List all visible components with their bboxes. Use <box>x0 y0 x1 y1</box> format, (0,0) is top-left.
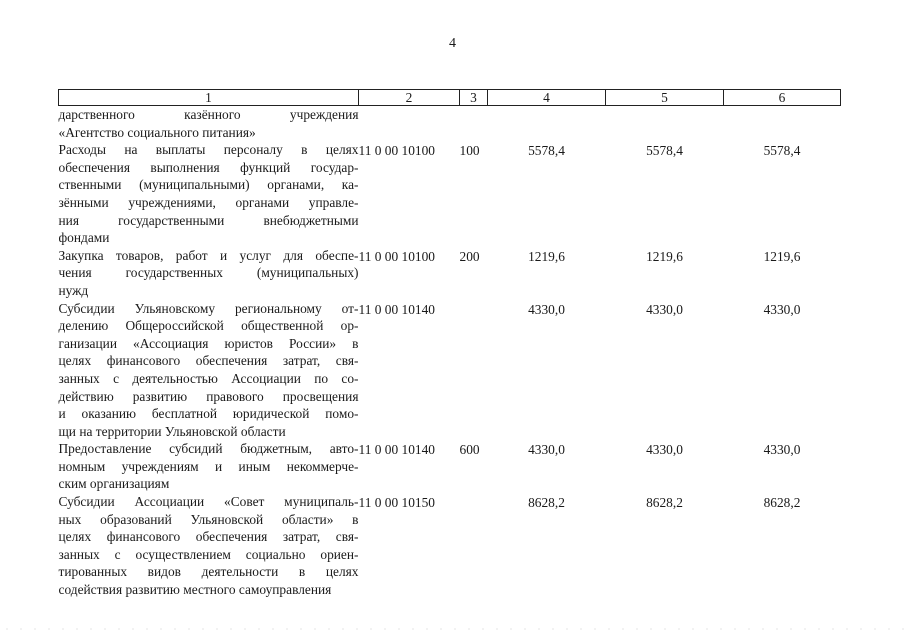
row-description <box>59 106 359 142</box>
description-line: ским организациям <box>58 476 170 492</box>
header-row <box>59 90 841 106</box>
row-value-col5: 1219,6 <box>646 248 683 264</box>
row-value-col6 <box>724 106 841 142</box>
row-expense-type <box>460 300 488 441</box>
description-line: делению Общероссийской общественной ор- <box>58 318 359 334</box>
description-line: ных образований Ульяновской области» в <box>58 511 359 527</box>
description-line: тированных видов деятельности в целях <box>58 564 359 580</box>
description-line: Закупка товаров, работ и услуг для обеспе- <box>58 247 359 263</box>
table-row <box>59 300 841 441</box>
description-line: содействия развитию местного самоуправления <box>58 582 332 598</box>
description-line: ганизации «Ассоциация юристов России» в <box>58 335 359 351</box>
row-code: 11 0 00 10140 <box>358 301 435 317</box>
header-cell-5: 5 <box>606 90 724 106</box>
table-row <box>59 493 841 599</box>
row-value-col6: 5578,4 <box>763 143 801 159</box>
description-line: действию развитию правового просвещения <box>58 388 359 404</box>
scan-specks <box>0 628 905 630</box>
row-code <box>359 106 460 142</box>
row-value-col6: 8628,2 <box>763 495 801 511</box>
row-value-col4 <box>488 106 606 142</box>
description-line: целях финансового обеспечения затрат, свя- <box>58 529 359 545</box>
header-cell-1: 1 <box>59 90 359 106</box>
description-line: и оказанию бесплатной юридической помо- <box>58 406 359 422</box>
description-line: нужд <box>58 282 89 298</box>
header-cell-3: 3 <box>460 90 488 106</box>
description-line: фондами <box>58 230 110 246</box>
description-line: целях финансового обеспечения затрат, свя- <box>58 353 359 369</box>
description-line: ния государственными внебюджетными <box>58 212 359 228</box>
table-row <box>59 440 841 493</box>
description-line: щи на территории Ульяновской области <box>58 423 286 439</box>
table-row <box>59 247 841 300</box>
row-expense-type <box>460 493 488 599</box>
description-line: чения государственных (муниципальных) <box>58 265 359 281</box>
description-line: номным учреждениям и иным некоммерче- <box>58 458 359 474</box>
row-expense-type: 200 <box>459 248 480 264</box>
header-cell-2: 2 <box>359 90 460 106</box>
row-code: 11 0 00 10140 <box>358 442 435 458</box>
row-description <box>59 300 359 441</box>
description-line: обеспечения выполнения функций государ- <box>58 159 359 175</box>
row-code: 11 0 00 10100 <box>358 143 435 159</box>
row-value-col4: 1219,6 <box>528 248 565 264</box>
row-value-col6: 4330,0 <box>763 301 801 317</box>
row-expense-type: 600 <box>459 442 480 458</box>
header-cell-4: 4 <box>488 90 606 106</box>
row-expense-type: 100 <box>459 143 480 159</box>
row-description <box>59 440 359 493</box>
row-value-col6: 4330,0 <box>763 442 801 458</box>
row-value-col4: 4330,0 <box>528 301 565 317</box>
table-row <box>59 106 841 142</box>
description-line: занных с осуществлением социально ориен- <box>58 546 359 562</box>
row-code: 11 0 00 10150 <box>358 495 435 511</box>
row-value-col4: 8628,2 <box>528 495 565 511</box>
row-value-col4: 5578,4 <box>528 143 565 159</box>
budget-table <box>58 89 841 599</box>
row-description <box>59 247 359 300</box>
description-line: Расходы на выплаты персоналу в целях <box>58 142 359 158</box>
description-line: Субсидии Ульяновскому региональному от- <box>58 300 359 316</box>
row-value-col5: 4330,0 <box>646 442 683 458</box>
row-value-col4: 4330,0 <box>528 442 565 458</box>
row-code: 11 0 00 10100 <box>358 248 435 264</box>
description-line: «Агентство социального питания» <box>58 124 256 140</box>
description-line: зёнными учреждениями, органами управле- <box>58 194 359 210</box>
description-line: Предоставление субсидий бюджетным, авто- <box>58 441 359 457</box>
row-value-col5: 5578,4 <box>646 143 683 159</box>
description-line: ственными (муниципальными) органами, ка- <box>58 177 359 193</box>
row-value-col5 <box>606 106 724 142</box>
row-expense-type <box>460 106 488 142</box>
row-value-col5: 8628,2 <box>646 495 683 511</box>
description-line: занных с деятельностью Ассоциации по со- <box>58 370 359 386</box>
page-number: 4 <box>449 36 456 51</box>
description-line: дарственного казённого учреждения <box>58 107 359 122</box>
header-cell-6: 6 <box>724 90 841 106</box>
row-description <box>59 493 359 599</box>
row-description <box>59 141 359 247</box>
row-value-col6: 1219,6 <box>763 248 801 264</box>
description-line: Субсидии Ассоциации «Совет муниципаль- <box>58 494 359 510</box>
row-value-col5: 4330,0 <box>646 301 683 317</box>
table-row <box>59 141 841 247</box>
